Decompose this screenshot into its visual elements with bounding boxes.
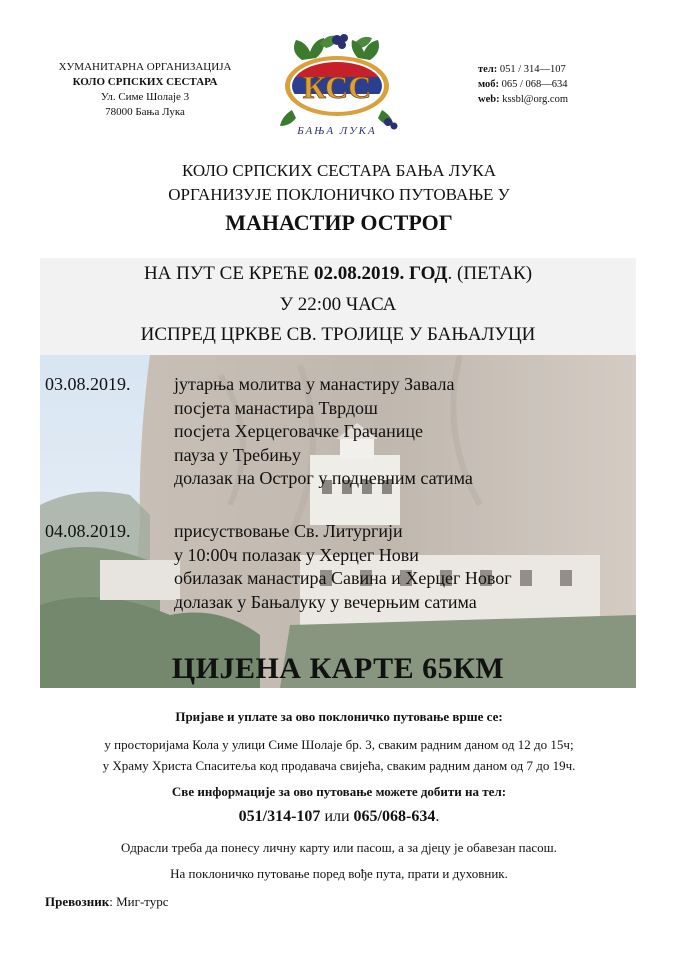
org-type: ХУМАНИТАРНА ОРГАНИЗАЦИЈА [58,61,232,73]
schedule-date-1: 03.08.2019. [45,374,131,394]
carrier-name: : Миг-турс [109,894,169,909]
ticket-price: ЦИЈЕНА КАРТЕ 65КМ [171,652,505,685]
contact-tel: тел: 051 / 314—107 [478,64,566,75]
phone-1: 051/314-107 [238,808,321,825]
schedule-day-2 [174,520,512,614]
list-item: обилазак манастира Савина и Херцег Новог [174,568,512,589]
list-item: долазак у Бањалуку у вечерњим сатима [174,591,477,612]
list-item: јутарња молитва у манастиру Завала [174,374,455,394]
logo-letters: КСС [302,69,372,105]
application-place-1: у просторијама Кола у улици Симе Шолаје бр. 3, сваким радним даном од 12 до 15ч; [104,737,574,752]
list-item: посјета Херцеговачке Грачанице [174,421,424,442]
phone-2: 065/068-634 [353,808,436,825]
list-item: присуствовање Св. Литургији [174,521,403,541]
destination-title: МАНАСТИР ОСТРОГ [225,210,453,235]
schedule-day-1 [174,373,473,491]
guide-note: На поклоничко путовање поред вође пута, прати и духовник. [170,866,508,881]
contact-mob: моб: 065 / 068—634 [478,79,568,90]
applications-title: Пријаве и уплате за ово поклоничко путовање врше се: [175,709,503,724]
org-city: 78000 Бања Лука [105,106,185,118]
schedule-date-2: 04.08.2019. [45,521,131,541]
logo-ring-text: БАЊА ЛУКА [297,125,377,137]
intro-line-1: КОЛО СРПСКИХ СЕСТАРА БАЊА ЛУКА [182,161,496,180]
departure-date-line: НА ПУТ СЕ КРЕЋЕ 02.08.2019. ГОД. (ПЕТАК) [143,263,533,284]
info-phones: 051/314-107 или 065/068-634. [238,808,440,825]
organization-block [40,60,250,120]
list-item: долазак на Острог у подневним сатима [174,468,473,489]
org-street: Ул. Симе Шолаје 3 [100,91,190,103]
list-item: посјета манастира Тврдош [174,397,378,418]
intro-line-2: ОРГАНИЗУЈЕ ПОКЛОНИЧКО ПУТОВАЊЕ У [168,185,510,204]
org-name: КОЛО СРПСКИХ СЕСТАРА [72,76,218,88]
contact-web: web: kssbl@org.com [478,94,568,105]
contact-block [478,62,658,107]
carrier-line [45,894,169,910]
carrier-label: Превозник [45,894,110,909]
list-item: пауза у Требињу [174,444,301,465]
departure-date: 02.08.2019. ГОД [313,263,448,284]
info-title: Све информације за ово путовање можете добити на тел: [171,784,507,799]
list-item: у 10:00ч полазак у Херцег Нови [174,544,419,565]
departure-place: ИСПРЕД ЦРКВЕ СВ. ТРОЈИЦЕ У БАЊАЛУЦИ [140,324,536,345]
documents-note: Одрасли треба да понесу личну карту или пасош, а за дјецу је обавезан пасош. [121,840,557,855]
application-place-2: у Храму Христа Спаситеља код продавача свијећа, сваким радним даном од 7 до 19ч. [102,758,576,773]
kss-logo [262,30,412,142]
departure-time: У 22:00 ЧАСА [279,294,397,315]
